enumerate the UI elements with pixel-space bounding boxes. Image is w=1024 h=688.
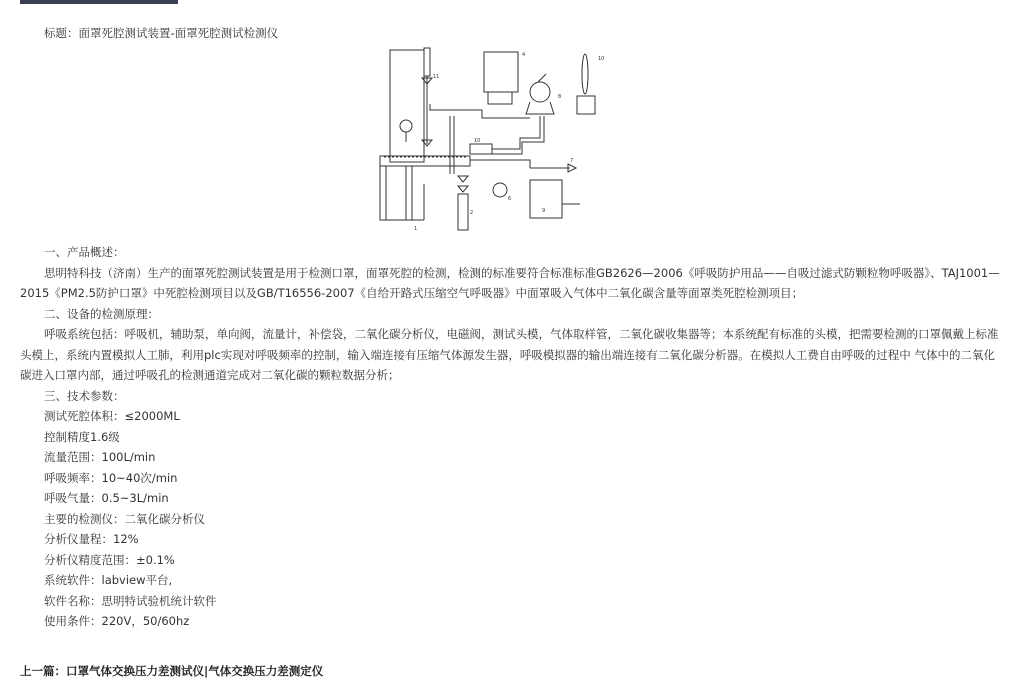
param-item: 分析仪量程：12% — [44, 532, 139, 546]
control-box — [470, 144, 492, 154]
diagram-label-10b: 10 — [474, 138, 481, 144]
param-item: 呼吸气量：0.5~3L/min — [44, 491, 169, 505]
param-item: 分析仪精度范围：±0.1% — [44, 552, 175, 567]
section1-heading: 一、产品概述： — [44, 245, 125, 259]
lower-gauge — [493, 183, 507, 197]
param-item: 软件名称：思明特试验机统计软件 — [44, 593, 217, 608]
diagram-label-1: 1 — [414, 226, 418, 232]
central-pump — [488, 92, 512, 104]
head-model — [530, 82, 550, 102]
param-item: 系统软件：labview平台, — [44, 573, 173, 587]
left-gauge — [400, 120, 412, 132]
central-box — [484, 52, 518, 92]
section2-text: 呼吸系统包括：呼吸机，辅助泵，单向阀，流量计，补偿袋，二氧化碳分析仪，电磁阀，测试头模，气体取样管，二氧化碳收集器等；本系统配有标准的头模，把需要检测的口罩佩戴上标准头模上，系统内置模拟人工肺，利用plc实现对呼吸频率的控制，输入端连接有压缩气体源发生器，呼吸模拟器的输出端连接有二氧化碳分析器。在模拟人工费自由呼吸的过程中 气体中的二氧化碳进入口罩内部，通过呼吸孔的检测通道完成对二氧化碳的颗粒数据分析； — [20, 327, 999, 382]
diagram-label-2: 2 — [470, 210, 474, 216]
article-title: 标题：面罩死腔测试装置-面罩死腔测试检测仪 — [44, 26, 279, 40]
section1-text: 思明特科技（济南）生产的面罩死腔测试装置是用于检测口罩，面罩死腔的检测，检测的标准要符合标准标准GB2626—2006《呼吸防护用品——自吸过滤式防颗粒物呼吸器》、TAJ1001—2015《PM2.5防护口罩》中死腔检测项目以及GB/T16556-2007《自给开路式压缩空气呼吸器》中面罩吸入气体中二氧化碳含量等面罩类死腔检测项目； — [20, 265, 1000, 300]
right-stand — [577, 96, 595, 114]
diagram-label-4: 4 — [522, 52, 526, 58]
lower-cylinder — [458, 194, 468, 230]
param-list — [20, 406, 1000, 632]
flowmeter-tube — [424, 48, 430, 76]
diagram-label-8: 8 — [558, 94, 562, 100]
right-probe — [582, 54, 588, 94]
diagram-label-6: 6 — [508, 196, 512, 202]
valve-lower — [458, 176, 468, 182]
prev-article-label: 上一篇： — [20, 664, 66, 678]
top-accent-bar — [20, 0, 178, 4]
section3-heading: 三、技术参数： — [44, 388, 125, 403]
param-item: 流量范围：100L/min — [44, 450, 156, 464]
param-item: 呼吸频率：10~40次/min — [44, 470, 178, 485]
apparatus-diagram-svg — [370, 44, 640, 240]
article-body — [20, 242, 1000, 632]
param-item: 测试死腔体积：≤2000ML — [44, 409, 180, 423]
diagram-label-7: 7 — [570, 158, 574, 164]
diagram-label-9: 9 — [542, 208, 546, 214]
param-item: 使用条件：220V，50/60hz — [44, 614, 190, 628]
diagram-label-10: 10 — [598, 56, 605, 62]
param-item: 主要的检测仪：二氧化碳分析仪 — [44, 511, 205, 526]
section2-heading: 二、设备的检测原理： — [44, 306, 159, 321]
diagram-label-11: 11 — [433, 74, 440, 80]
param-item: 控制精度1.6级 — [44, 429, 120, 444]
prev-article-link[interactable] — [20, 663, 323, 679]
left-cabinet — [390, 50, 424, 162]
prev-article-title[interactable]: 口罩气体交换压力差测试仪|气体交换压力差测定仪 — [66, 664, 324, 678]
apparatus-diagram — [370, 44, 640, 240]
lower-right-box — [530, 180, 562, 218]
